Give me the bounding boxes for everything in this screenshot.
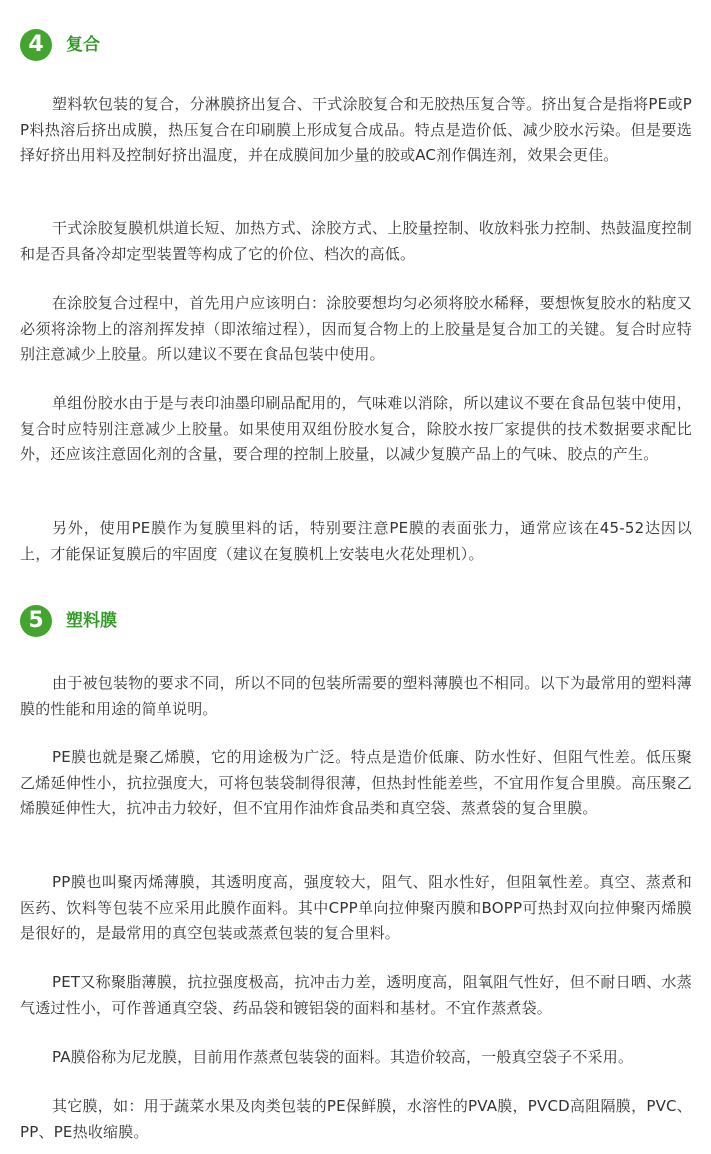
paragraph: 其它膜，如：用于蔬菜水果及肉类包装的PE保鲜膜，水溶性的PVA膜，PVCD高阻隔膜，PVC、PP、PE热收缩膜。	[20, 1097, 692, 1141]
paragraph: 在涂胶复合过程中，首先用户应该明白：涂胶要想均匀必须将胶水稀释，要想恢复胶水的粘度又必须将涂物上的溶剂挥发掉（即浓缩过程），因而复合物上的上胶量是复合加工的关键。复合时应特别注意减少上胶量。所以建议不要在食品包装中使用。	[20, 294, 692, 363]
paragraph: PA膜俗称为尼龙膜，目前用作蒸煮包装袋的面料。其造价较高，一般真空袋子不采用。	[52, 1048, 634, 1066]
paragraph: 另外，使用PE膜作为复膜里料的话，特别要注意PE膜的表面张力，通常应该在45-52达因以上，才能保证复膜后的牢固度（建议在复膜机上安装电火花处理机）。	[20, 519, 692, 563]
section-title: 复合	[66, 35, 100, 55]
paragraph: 由于被包装物的要求不同，所以不同的包装所需要的塑料薄膜也不相同。以下为最常用的塑料薄膜的性能和用途的简单说明。	[20, 674, 692, 718]
paragraph: PP膜也叫聚丙烯薄膜，其透明度高，强度较大，阻气、阻水性好，但阻氧性差。真空、蒸煮和医药、饮料等包装不应采用此膜作面料。其中CPP单向拉伸聚丙膜和BOPP可热封双向拉伸聚丙烯膜是很好的，是最常用的真空包装或蒸煮包装的复合里料。	[20, 873, 692, 942]
paragraph: PE膜也就是聚乙烯膜，它的用途极为广泛。特点是造价低廉、防水性好、但阻气性差。低压聚乙烯延伸性小，抗拉强度大，可将包装袋制得很薄，但热封性能差些，不宜用作复合里膜。高压聚乙烯膜延伸性大，抗冲击力较好，但不宜用作油炸食品类和真空袋、蒸煮袋的复合里膜。	[20, 748, 692, 817]
paragraph: 单组份胶水由于是与表印油墨印刷品配用的，气味难以消除，所以建议不要在食品包装中使用，复合时应特别注意减少上胶量。如果使用双组份胶水复合，除胶水按厂家提供的技术数据要求配比外，还应该注意固化剂的含量，要合理的控制上胶量，以减少复膜产品上的气味、胶点的产生。	[20, 394, 692, 463]
section-title: 塑料膜	[66, 611, 117, 631]
paragraph: PET又称聚脂薄膜，抗拉强度极高，抗冲击力差，透明度高，阻氧阻气性好，但不耐日晒、水蒸气透过性小，可作普通真空袋、药品袋和镀铝袋的面料和基材。不宜作蒸煮袋。	[20, 973, 692, 1017]
paragraph: 干式涂胶复膜机烘道长短、加热方式、涂胶方式、上胶量控制、收放料张力控制、热鼓温度控制和是否具备冷却定型装置等构成了它的价位、档次的高低。	[20, 219, 692, 263]
section-4-header	[20, 29, 100, 61]
section-number-badge: 5	[20, 605, 52, 637]
section-5-header	[20, 605, 117, 637]
section-number-badge: 4	[20, 29, 52, 61]
paragraph: 塑料软包装的复合，分淋膜挤出复合、干式涂胶复合和无胶热压复合等。挤出复合是指将PE或PP料热溶后挤出成膜，热压复合在印刷膜上形成复合成品。特点是造价低、减少胶水污染。但是要选择好挤出用料及控制好挤出温度，并在成膜间加少量的胶或AC剂作偶连剂，效果会更佳。	[20, 95, 692, 164]
